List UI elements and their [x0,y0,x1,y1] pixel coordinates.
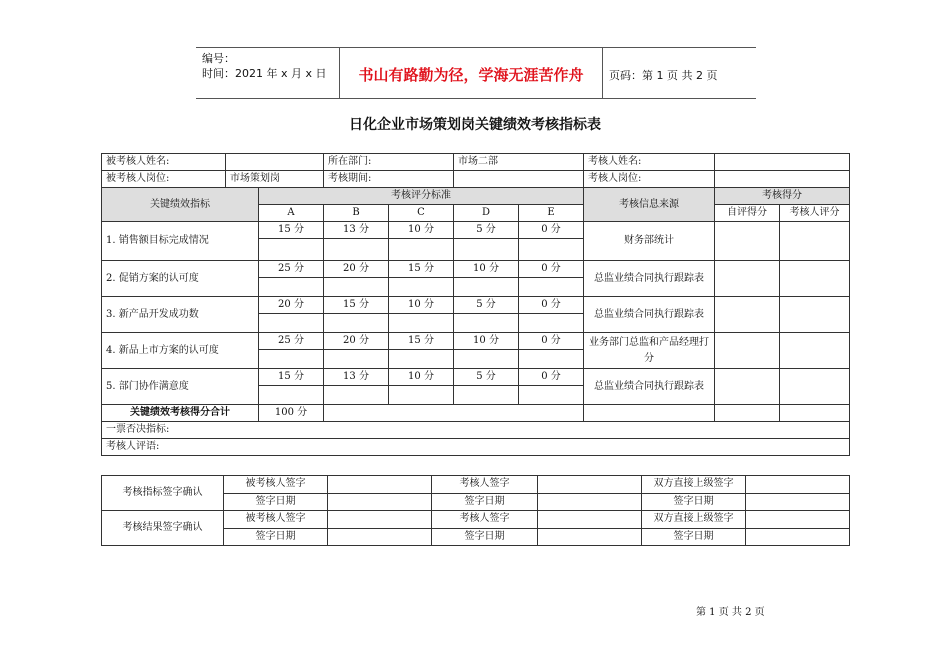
superior-sign-field[interactable] [746,476,850,494]
grade-blank[interactable] [519,239,584,261]
kpi-name: 1. 销售额目标完成情况 [102,222,259,261]
grade-blank[interactable] [324,350,389,369]
comment-label[interactable]: 考核人评语: [102,439,850,456]
examinee-post-value[interactable]: 市场策划岗 [226,171,324,188]
table-row [102,333,850,350]
header-page-cell [603,48,756,98]
period-value[interactable] [454,171,584,188]
grade-score: 0 分 [519,333,584,350]
info-source: 总监业绩合同执行跟踪表 [584,261,715,297]
info-row-2 [102,171,850,188]
grade-score: 15 分 [259,369,324,386]
self-score-cell[interactable] [715,261,780,297]
sign-date-field[interactable] [538,528,642,546]
sign-date-label: 签字日期 [642,528,746,546]
kpi-header: 关键绩效指标 [102,188,259,222]
grade-blank[interactable] [324,278,389,297]
grade-score: 10 分 [454,261,519,278]
grade-score: 0 分 [519,222,584,239]
grade-score: 5 分 [454,222,519,239]
table-row [102,297,850,314]
self-score-cell[interactable] [715,333,780,369]
examiner-sign-field[interactable] [538,476,642,494]
grade-blank[interactable] [259,278,324,297]
grade-blank[interactable] [259,350,324,369]
grade-score: 0 分 [519,369,584,386]
kpi-name: 3. 新产品开发成功数 [102,297,259,333]
info-source: 总监业绩合同执行跟踪表 [584,297,715,333]
document-date-label: 时间：2021 年 x 月 x 日 [202,67,327,80]
page-footer: 第 1 页 共 2 页 [696,607,765,618]
grade-score: 0 分 [519,261,584,278]
grade-score: 20 分 [259,297,324,314]
page-header [196,47,756,99]
sign-date-label: 签字日期 [224,493,328,511]
grade-header-e: E [519,205,584,222]
examiner-score-cell[interactable] [780,333,850,369]
score-header: 考核得分 [715,188,850,205]
sign-date-label: 签字日期 [224,528,328,546]
department-value[interactable]: 市场二部 [454,154,584,171]
sign-date-field[interactable] [538,493,642,511]
grade-score: 10 分 [389,222,454,239]
grade-blank[interactable] [454,278,519,297]
examiner-sign-label: 考核人签字 [432,476,538,494]
sign-date-label: 签字日期 [432,528,538,546]
grade-blank[interactable] [259,386,324,405]
veto-label[interactable]: 一票否决指标: [102,422,850,439]
motto-text: 书山有路勤为径，学海无涯苦作舟 [358,66,584,84]
grade-score: 5 分 [454,369,519,386]
examiner-score-cell[interactable] [780,261,850,297]
total-blank [324,405,584,422]
examiner-name-value[interactable] [715,154,850,171]
grade-header-a: A [259,205,324,222]
grade-blank[interactable] [454,314,519,333]
total-examiner-score[interactable] [780,405,850,422]
result-confirm-label: 考核结果签字确认 [102,511,224,546]
grade-score: 20 分 [324,333,389,350]
table-row [102,222,850,239]
document-title: 日化企业市场策划岗关键绩效考核指标表 [349,117,601,133]
kpi-name: 2. 促销方案的认可度 [102,261,259,297]
sign-date-field[interactable] [328,528,432,546]
superior-sign-label: 双方直接上级签字 [642,476,746,494]
grade-blank[interactable] [454,350,519,369]
grade-score: 15 分 [324,297,389,314]
header-meta-cell [196,48,340,98]
grade-blank[interactable] [519,350,584,369]
examinee-post-label: 被考核人岗位: [102,171,226,188]
self-score-cell[interactable] [715,222,780,261]
examinee-sign-label: 被考核人签字 [224,476,328,494]
total-value: 100 分 [259,405,324,422]
grade-score: 15 分 [389,333,454,350]
sign-date-field[interactable] [746,528,850,546]
signature-row [102,476,850,494]
document-number-label: 编号： [202,52,235,65]
comment-row [102,439,850,456]
grade-blank[interactable] [259,239,324,261]
grade-score: 10 分 [389,369,454,386]
kpi-table [101,153,850,456]
self-score-header: 自评得分 [715,205,780,222]
header-motto-cell [340,48,603,98]
grade-blank[interactable] [259,314,324,333]
table-row [102,261,850,278]
grade-blank[interactable] [454,386,519,405]
examiner-sign-label: 考核人签字 [432,511,538,529]
grade-blank[interactable] [519,386,584,405]
examiner-score-header: 考核人评分 [780,205,850,222]
grade-blank[interactable] [324,314,389,333]
examinee-sign-field[interactable] [328,511,432,529]
examiner-score-cell[interactable] [780,222,850,261]
grade-score: 10 分 [454,333,519,350]
grade-score: 10 分 [389,297,454,314]
page-number-label: 页码：第 1 页 共 2 页 [609,69,718,82]
superior-sign-label: 双方直接上级签字 [642,511,746,529]
examinee-sign-field[interactable] [328,476,432,494]
examinee-name-value[interactable] [226,154,324,171]
kpi-name: 4. 新品上市方案的认可度 [102,333,259,369]
grade-blank[interactable] [519,314,584,333]
grade-header-b: B [324,205,389,222]
grade-header-c: C [389,205,454,222]
self-score-cell[interactable] [715,297,780,333]
info-source: 业务部门总监和产品经理打分 [584,333,715,369]
period-label: 考核期间: [324,171,454,188]
grade-blank[interactable] [454,239,519,261]
examiner-score-cell[interactable] [780,297,850,333]
examiner-post-label: 考核人岗位: [584,171,715,188]
grade-score: 5 分 [454,297,519,314]
self-score-cell[interactable] [715,369,780,405]
sign-date-label: 签字日期 [432,493,538,511]
grade-score: 13 分 [324,222,389,239]
sign-date-label: 签字日期 [642,493,746,511]
grade-blank[interactable] [389,314,454,333]
grade-blank[interactable] [389,386,454,405]
total-row [102,405,850,422]
indicator-confirm-label: 考核指标签字确认 [102,476,224,511]
signature-table [101,475,850,546]
examiner-post-value[interactable] [715,171,850,188]
grade-blank[interactable] [389,278,454,297]
examinee-sign-label: 被考核人签字 [224,511,328,529]
info-row-1 [102,154,850,171]
department-label: 所在部门: [324,154,454,171]
table-row [102,369,850,386]
grade-score: 25 分 [259,261,324,278]
grade-score: 0 分 [519,297,584,314]
examinee-name-label: 被考核人姓名: [102,154,226,171]
examiner-sign-field[interactable] [538,511,642,529]
grade-blank[interactable] [389,239,454,261]
grade-score: 15 分 [389,261,454,278]
examiner-name-label: 考核人姓名: [584,154,715,171]
total-label: 关键绩效考核得分合计 [102,405,259,422]
grade-score: 15 分 [259,222,324,239]
sign-date-field[interactable] [328,493,432,511]
grade-blank[interactable] [324,239,389,261]
grade-score: 20 分 [324,261,389,278]
total-source-blank [584,405,715,422]
info-source: 财务部统计 [584,222,715,261]
grade-score: 25 分 [259,333,324,350]
grade-blank[interactable] [389,350,454,369]
superior-sign-field[interactable] [746,511,850,529]
source-header: 考核信息来源 [584,188,715,222]
kpi-name: 5. 部门协作满意度 [102,369,259,405]
info-source: 总监业绩合同执行跟踪表 [584,369,715,405]
grade-header-d: D [454,205,519,222]
sign-date-field[interactable] [746,493,850,511]
total-self-score[interactable] [715,405,780,422]
examiner-score-cell[interactable] [780,369,850,405]
criteria-header: 考核评分标准 [259,188,584,205]
grade-blank[interactable] [324,386,389,405]
veto-row [102,422,850,439]
grade-score: 13 分 [324,369,389,386]
table-head-row-1 [102,188,850,205]
grade-blank[interactable] [519,278,584,297]
signature-row [102,511,850,529]
